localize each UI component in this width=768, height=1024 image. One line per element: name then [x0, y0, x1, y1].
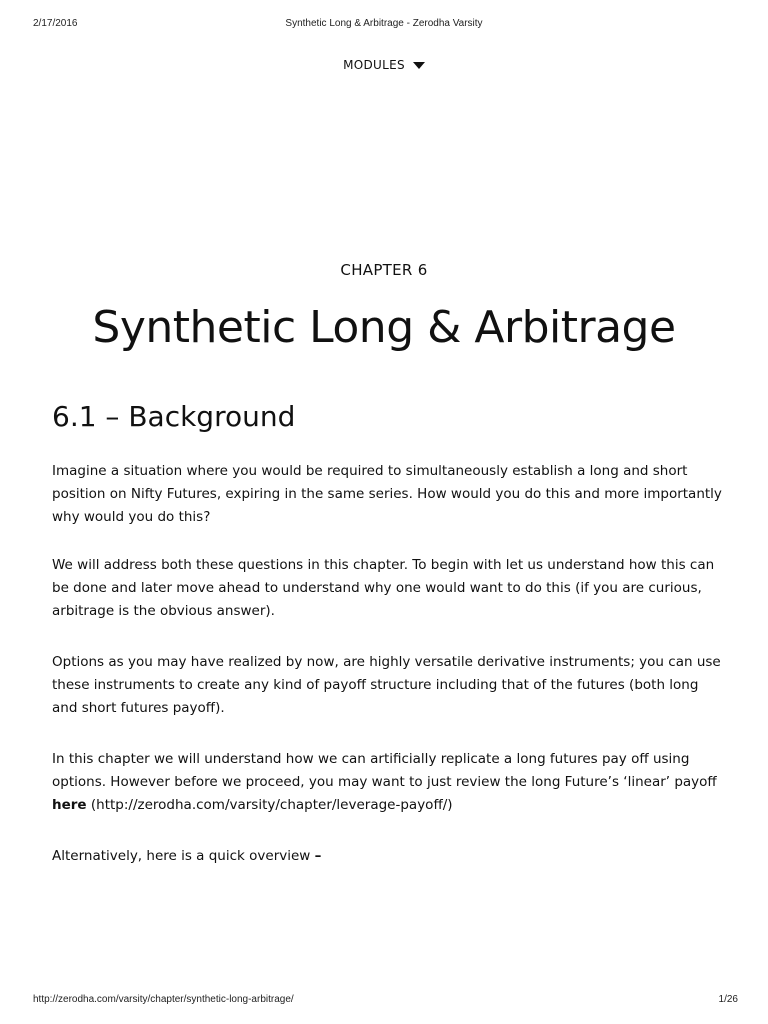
paragraph-4-text: In this chapter we will understand how we can artificially replicate a long futures pay off using options. However before we proceed, you may want to just review the long Future’s ‘linear’ payoff [52, 751, 717, 790]
modules-menu-button[interactable] [343, 58, 425, 72]
article-content [52, 460, 722, 892]
paragraph-5 [52, 845, 722, 868]
leverage-payoff-link[interactable]: here [52, 797, 87, 813]
modules-nav [0, 58, 768, 72]
chapter-title: Synthetic Long & Arbitrage [92, 302, 676, 353]
leverage-payoff-url: (http://zerodha.com/varsity/chapter/leverage-payoff/) [90, 797, 453, 813]
print-page-number: 1/26 [718, 994, 738, 1005]
paragraph-2: We will address both these questions in this chapter. To begin with let us understand how this can be done and later move ahead to understand why one would want to do this (if you are curious, arbitrage is the obvious answer). [52, 557, 715, 619]
paragraph-4 [52, 748, 722, 817]
modules-label: MODULES [343, 58, 405, 72]
print-page-title: Synthetic Long & Arbitrage - Zerodha Varsity [285, 18, 483, 29]
print-date: 2/17/2016 [33, 18, 78, 29]
chapter-label: CHAPTER 6 [340, 261, 428, 279]
paragraph-1: Imagine a situation where you would be required to simultaneously establish a long and short position on Nifty Futures, expiring in the same series. How would you do this and more importantly why would you do this? [52, 463, 722, 525]
section-heading: 6.1 – Background [52, 400, 296, 433]
caret-down-icon [413, 62, 425, 69]
paragraph-5-text: Alternatively, here is a quick overview [52, 848, 311, 864]
paragraph-3: Options as you may have realized by now, are highly versatile derivative instruments; you can use these instruments to create any kind of payoff structure including that of the futures (both long and short futures payoff). [52, 654, 721, 716]
dash-mark: – [314, 848, 322, 864]
print-footer [0, 994, 768, 1008]
print-header [0, 18, 768, 32]
print-url: http://zerodha.com/varsity/chapter/synthetic-long-arbitrage/ [33, 994, 294, 1005]
